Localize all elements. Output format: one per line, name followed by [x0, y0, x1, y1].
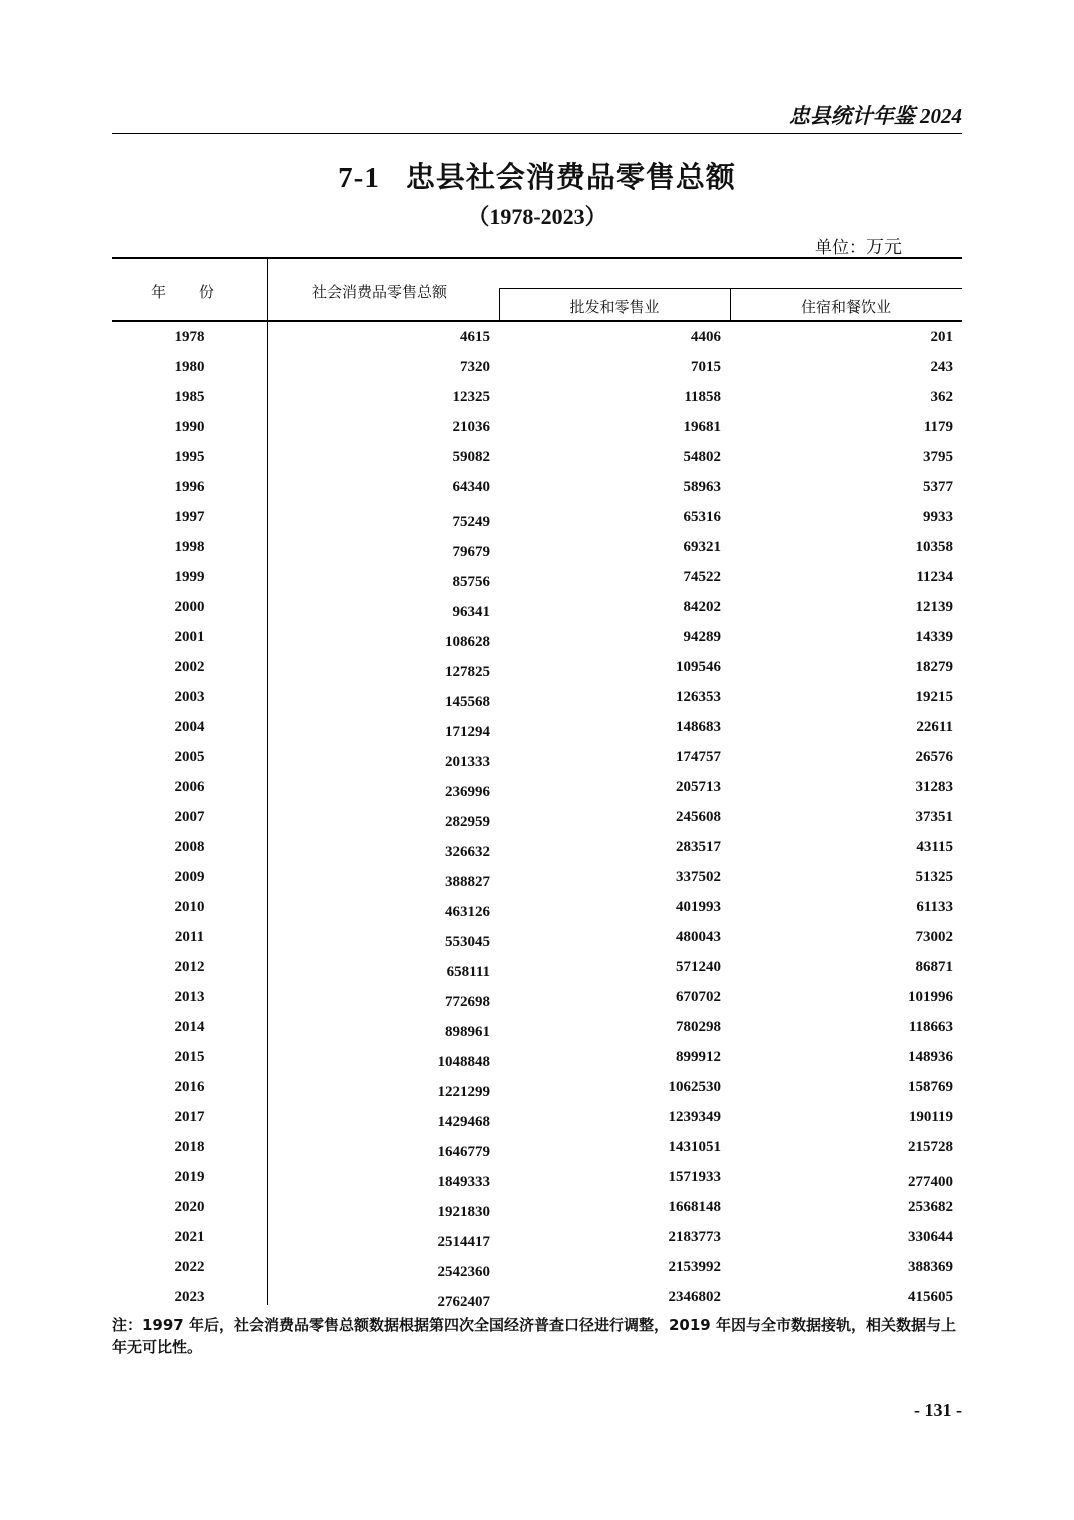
cell-wholesale-retail: 1062530: [668, 1079, 721, 1095]
cell-total: 388827: [445, 874, 490, 890]
header-accommodation-catering: 住宿和餐饮业: [800, 298, 891, 316]
unit-value: 万元: [866, 237, 902, 258]
cell-total: 1429468: [437, 1114, 490, 1130]
cell-year: 2018: [174, 1139, 205, 1155]
cell-total: 85756: [452, 574, 490, 590]
cell-year: 1978: [174, 329, 205, 345]
cell-year: 2003: [174, 689, 205, 705]
table-row: [112, 1229, 962, 1259]
cell-total: 2542360: [437, 1264, 490, 1280]
cell-total: 4615: [460, 329, 490, 345]
table-row: [112, 779, 962, 809]
table-row: [112, 1019, 962, 1049]
cell-year: 1997: [174, 509, 205, 525]
table-row: [112, 1079, 962, 1109]
table-row: [112, 479, 962, 509]
cell-accommodation-catering: 243: [930, 359, 953, 375]
cell-year: 1985: [174, 389, 205, 405]
cell-year: 2022: [174, 1259, 205, 1275]
cell-total: 108628: [445, 634, 490, 650]
table-row: [112, 659, 962, 689]
cell-year: 2010: [174, 899, 205, 915]
cell-accommodation-catering: 26576: [915, 749, 953, 765]
cell-accommodation-catering: 61133: [916, 899, 953, 915]
cell-year: 1998: [174, 539, 205, 555]
cell-accommodation-catering: 9933: [923, 509, 953, 525]
cell-wholesale-retail: 337502: [676, 869, 721, 885]
cell-accommodation-catering: 22611: [916, 719, 953, 735]
cell-accommodation-catering: 11234: [916, 569, 953, 585]
cell-accommodation-catering: 19215: [915, 689, 953, 705]
cell-total: 59082: [452, 449, 490, 465]
page-title: [0, 155, 1074, 196]
table-row: [112, 749, 962, 779]
table-row: [112, 329, 962, 359]
page-subtitle: （1978-2023）: [467, 204, 607, 229]
cell-year: 2006: [174, 779, 205, 795]
cell-wholesale-retail: 74522: [683, 569, 721, 585]
cell-total: 553045: [445, 934, 490, 950]
cell-wholesale-retail: 283517: [676, 839, 721, 855]
table-row: [112, 1259, 962, 1289]
table-row: [112, 1109, 962, 1139]
footnote: 注：1997 年后，社会消费品零售总额数据根据第四次全国经济普查口径进行调整，2019 年因与全市数据接轨，相关数据与上年无可比性。: [112, 1316, 956, 1356]
cell-accommodation-catering: 101996: [908, 989, 953, 1005]
cell-wholesale-retail: 4406: [691, 329, 721, 345]
table-row: [112, 1139, 962, 1169]
cell-year: 2011: [174, 929, 205, 945]
table-top-rule: [112, 257, 962, 259]
cell-wholesale-retail: 84202: [683, 599, 721, 615]
cell-accommodation-catering: 158769: [908, 1079, 953, 1095]
cell-year: 2015: [174, 1049, 205, 1065]
cell-accommodation-catering: 277400: [908, 1174, 953, 1190]
unit-label: [815, 233, 902, 259]
cell-wholesale-retail: 65316: [683, 509, 721, 525]
table-row: [112, 689, 962, 719]
cell-year: 2000: [174, 599, 205, 615]
cell-total: 1921830: [437, 1204, 490, 1220]
cell-year: 2004: [174, 719, 205, 735]
title-number: 7-1: [338, 162, 380, 194]
header-year: 年 份: [151, 283, 228, 301]
cell-year: 1996: [174, 479, 205, 495]
cell-year: 2019: [174, 1169, 205, 1185]
cell-accommodation-catering: 18279: [915, 659, 953, 675]
cell-accommodation-catering: 43115: [916, 839, 953, 855]
table-row: [112, 839, 962, 869]
cell-year: 2021: [174, 1229, 205, 1245]
cell-wholesale-retail: 670702: [676, 989, 721, 1005]
cell-wholesale-retail: 401993: [676, 899, 721, 915]
cell-wholesale-retail: 1571933: [668, 1169, 721, 1185]
cell-total: 326632: [445, 844, 490, 860]
cell-total: 75249: [452, 514, 490, 530]
cell-accommodation-catering: 86871: [915, 959, 953, 975]
cell-year: 2014: [174, 1019, 205, 1035]
table-row: [112, 539, 962, 569]
cell-total: 772698: [445, 994, 490, 1010]
table-row: [112, 449, 962, 479]
cell-total: 171294: [445, 724, 490, 740]
running-head: 忠县统计年鉴 2024: [788, 104, 962, 128]
cell-wholesale-retail: 174757: [676, 749, 721, 765]
cell-total: 96341: [452, 604, 490, 620]
cell-wholesale-retail: 780298: [676, 1019, 721, 1035]
cell-year: 2007: [174, 809, 205, 825]
header-wholesale-retail: 批发和零售业: [569, 298, 660, 316]
cell-total: 2762407: [437, 1294, 490, 1310]
cell-wholesale-retail: 1239349: [668, 1109, 721, 1125]
table-row: [112, 899, 962, 929]
cell-year: 2009: [174, 869, 205, 885]
cell-total: 1646779: [437, 1144, 490, 1160]
cell-year: 2020: [174, 1199, 205, 1215]
cell-accommodation-catering: 5377: [923, 479, 953, 495]
cell-total: 236996: [445, 784, 490, 800]
cell-wholesale-retail: 1668148: [668, 1199, 721, 1215]
cell-accommodation-catering: 415605: [908, 1289, 953, 1305]
cell-accommodation-catering: 330644: [908, 1229, 953, 1245]
table-row: [112, 809, 962, 839]
cell-year: 1980: [174, 359, 205, 375]
table-row: [112, 719, 962, 749]
cell-wholesale-retail: 11858: [684, 389, 721, 405]
cell-wholesale-retail: 148683: [676, 719, 721, 735]
table-row: [112, 959, 962, 989]
cell-total: 658111: [446, 964, 490, 980]
cell-accommodation-catering: 190119: [908, 1109, 953, 1125]
cell-year: 2008: [174, 839, 205, 855]
table-header-rule: [112, 320, 962, 322]
cell-total: 1849333: [437, 1174, 490, 1190]
title-text: 忠县社会消费品零售总额: [405, 162, 736, 194]
cell-accommodation-catering: 3795: [923, 449, 953, 465]
cell-year: 2023: [174, 1289, 205, 1305]
cell-wholesale-retail: 126353: [676, 689, 721, 705]
table-row: [112, 599, 962, 629]
table-row: [112, 629, 962, 659]
cell-wholesale-retail: 2153992: [668, 1259, 721, 1275]
cell-total: 1048848: [437, 1054, 490, 1070]
cell-accommodation-catering: 215728: [908, 1139, 953, 1155]
cell-accommodation-catering: 37351: [915, 809, 953, 825]
page-number: - 131 -: [914, 1400, 962, 1420]
cell-year: 1990: [174, 419, 205, 435]
cell-wholesale-retail: 205713: [676, 779, 721, 795]
cell-accommodation-catering: 118663: [908, 1019, 953, 1035]
cell-wholesale-retail: 19681: [683, 419, 721, 435]
table-row: [112, 359, 962, 389]
cell-total: 21036: [452, 419, 490, 435]
cell-wholesale-retail: 109546: [676, 659, 721, 675]
cell-wholesale-retail: 2183773: [668, 1229, 721, 1245]
cell-accommodation-catering: 1179: [923, 419, 953, 435]
cell-total: 12325: [452, 389, 490, 405]
cell-wholesale-retail: 7015: [691, 359, 721, 375]
table-row: [112, 929, 962, 959]
table-row: [112, 419, 962, 449]
cell-accommodation-catering: 201: [930, 329, 953, 345]
cell-total: 79679: [452, 544, 490, 560]
cell-wholesale-retail: 1431051: [668, 1139, 721, 1155]
table-row: [112, 389, 962, 419]
cell-accommodation-catering: 51325: [915, 869, 953, 885]
cell-total: 64340: [452, 479, 490, 495]
table-row: [112, 989, 962, 1019]
cell-accommodation-catering: 362: [930, 389, 953, 405]
header-rule: [112, 133, 962, 134]
cell-total: 145568: [445, 694, 490, 710]
table-row: [112, 1169, 962, 1199]
cell-total: 898961: [445, 1024, 490, 1040]
cell-wholesale-retail: 899912: [676, 1049, 721, 1065]
cell-total: 282959: [445, 814, 490, 830]
cell-wholesale-retail: 2346802: [668, 1289, 721, 1305]
cell-accommodation-catering: 388369: [908, 1259, 953, 1275]
cell-wholesale-retail: 245608: [676, 809, 721, 825]
cell-wholesale-retail: 94289: [683, 629, 721, 645]
table-row: [112, 569, 962, 599]
cell-total: 7320: [460, 359, 490, 375]
cell-year: 2012: [174, 959, 205, 975]
cell-accommodation-catering: 14339: [915, 629, 953, 645]
cell-wholesale-retail: 480043: [676, 929, 721, 945]
cell-year: 2017: [174, 1109, 205, 1125]
cell-year: 1999: [174, 569, 205, 585]
cell-year: 1995: [174, 449, 205, 465]
cell-total: 1221299: [437, 1084, 490, 1100]
cell-total: 463126: [445, 904, 490, 920]
cell-year: 2016: [174, 1079, 205, 1095]
unit-prefix: 单位：: [815, 238, 866, 258]
cell-year: 2013: [174, 989, 205, 1005]
table-row: [112, 869, 962, 899]
table-row: [112, 1199, 962, 1229]
cell-accommodation-catering: 10358: [915, 539, 953, 555]
cell-total: 2514417: [437, 1234, 490, 1250]
header-total: 社会消费品零售总额: [312, 283, 448, 301]
cell-accommodation-catering: 148936: [908, 1049, 953, 1065]
cell-year: 2001: [174, 629, 205, 645]
cell-wholesale-retail: 54802: [683, 449, 721, 465]
table-row: [112, 509, 962, 539]
cell-wholesale-retail: 571240: [676, 959, 721, 975]
cell-wholesale-retail: 58963: [683, 479, 721, 495]
cell-total: 201333: [445, 754, 490, 770]
cell-year: 2002: [174, 659, 205, 675]
cell-total: 127825: [445, 664, 490, 680]
cell-accommodation-catering: 31283: [915, 779, 953, 795]
cell-accommodation-catering: 12139: [915, 599, 953, 615]
cell-accommodation-catering: 73002: [915, 929, 953, 945]
cell-wholesale-retail: 69321: [683, 539, 721, 555]
table-row: [112, 1049, 962, 1079]
cell-year: 2005: [174, 749, 205, 765]
cell-accommodation-catering: 253682: [908, 1199, 953, 1215]
